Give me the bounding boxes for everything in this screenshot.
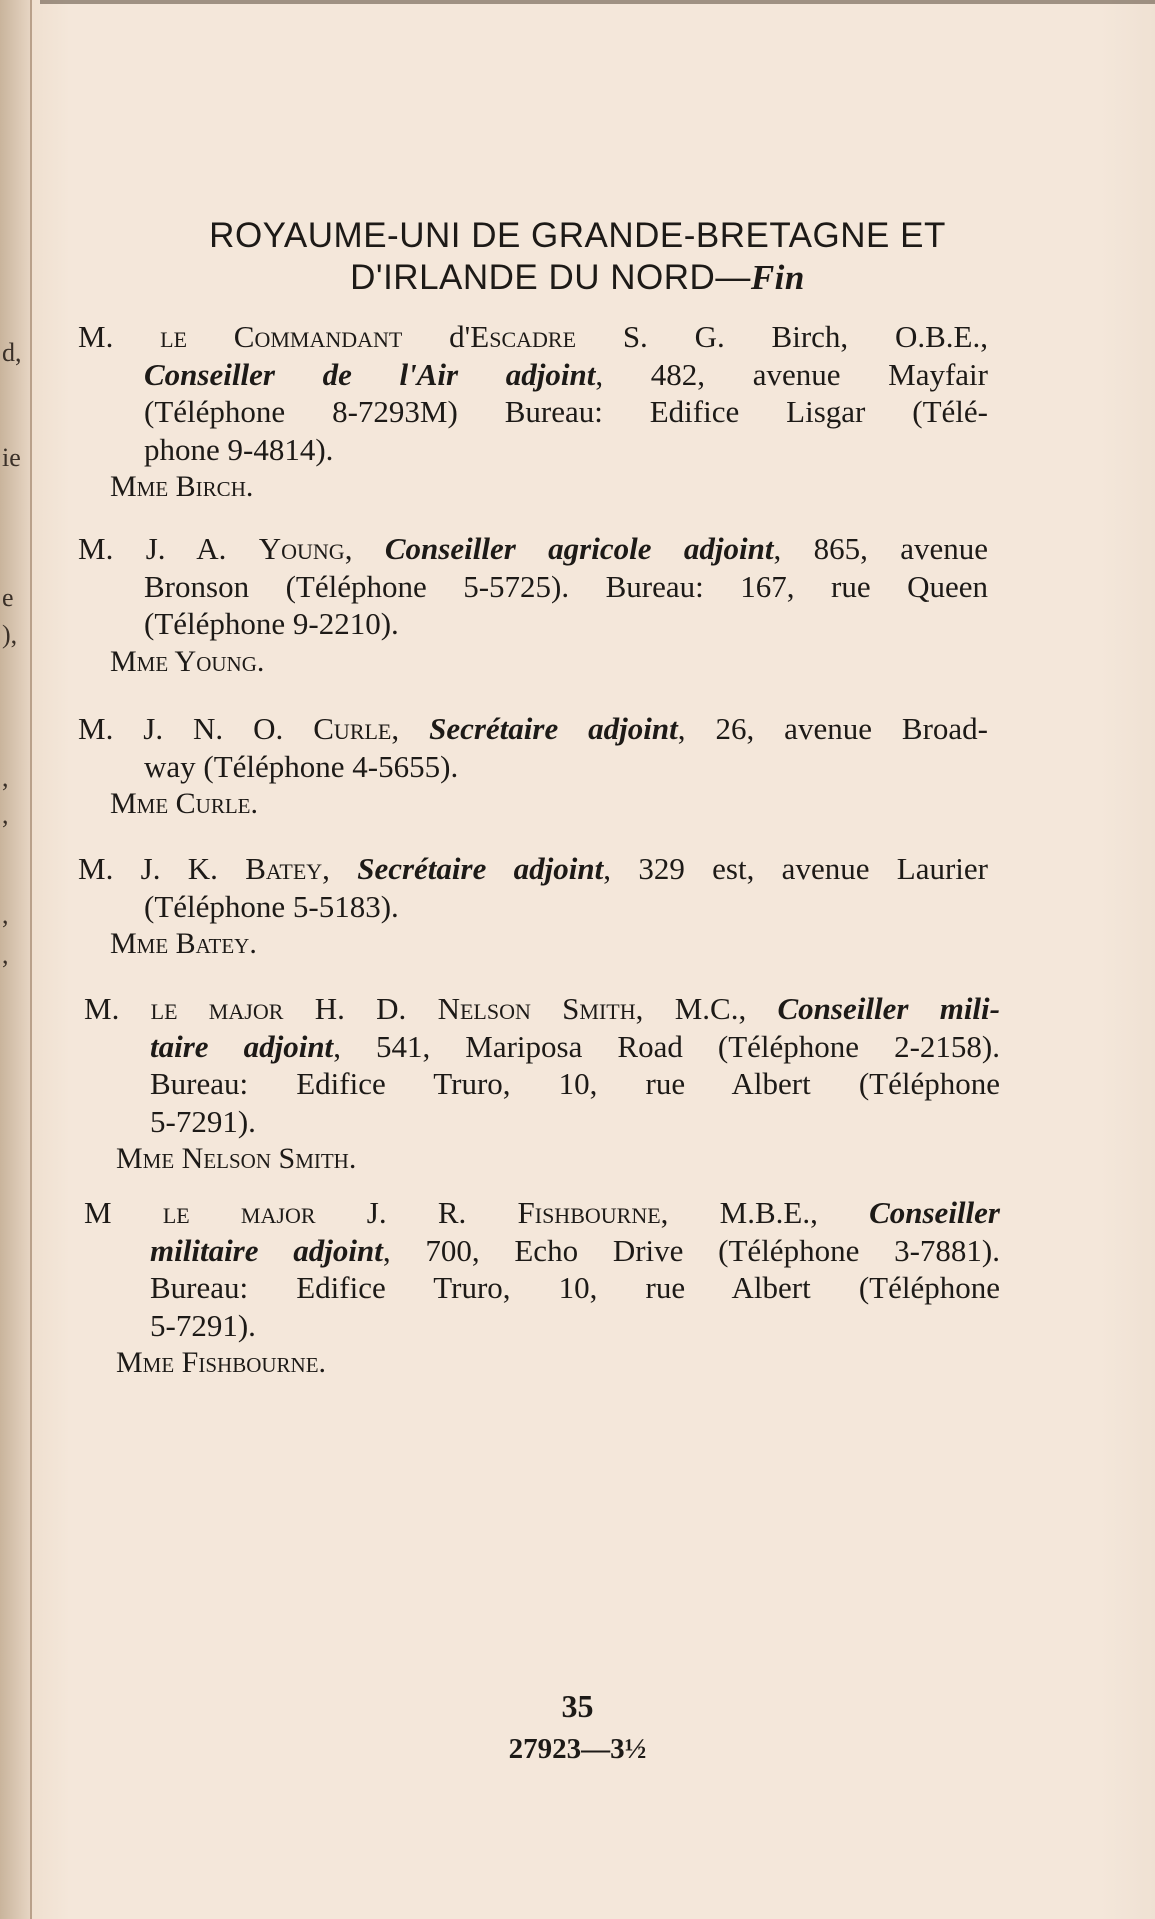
page-number: 35 bbox=[561, 1688, 594, 1724]
entry-continuation-line: Conseiller de l'Air adjoint, 482, avenue Mayfair bbox=[144, 356, 988, 392]
spouse-line: Mme Birch. bbox=[110, 470, 254, 503]
entry bbox=[84, 990, 1000, 1178]
gutter-mark: , bbox=[2, 800, 9, 829]
entry-continuation-line: Bureau: Edifice Truro, 10, rue Albert (Téléphone bbox=[150, 1066, 1000, 1101]
entry-continuation-line: way (Téléphone 4-5655). bbox=[144, 748, 459, 784]
entry-first-line: M le major J. R. Fishbourne, M.B.E., Conseiller bbox=[84, 1195, 1000, 1230]
entry-continuation-line: militaire adjoint, 700, Echo Drive (Téléphone 3-7881). bbox=[150, 1232, 1000, 1268]
entry-continuation-line: 5-7291). bbox=[150, 1307, 256, 1343]
entry-text bbox=[78, 318, 988, 468]
top-edge-line bbox=[40, 0, 1155, 4]
entry bbox=[84, 1194, 1000, 1382]
entry-continuation-line: Bronson (Téléphone 5-5725). Bureau: 167, rue Queen bbox=[144, 568, 988, 604]
spouse-line: Mme Fishbourne. bbox=[116, 1346, 327, 1379]
entry-first-line: M. J. N. O. Curle, Secrétaire adjoint, 26, avenue Broad- bbox=[78, 711, 989, 746]
entry-continuation-line: 5-7291). bbox=[150, 1103, 256, 1139]
entry-continuation-line: phone 9-4814). bbox=[144, 431, 334, 467]
gutter-mark: , bbox=[2, 763, 9, 792]
entry-continuation-line: (Téléphone 5-5183). bbox=[144, 888, 399, 924]
entry-text bbox=[84, 1194, 1000, 1344]
entry bbox=[78, 710, 988, 823]
gutter-mark: , bbox=[2, 900, 9, 929]
heading-line-2-main: D'IRLANDE DU NORD— bbox=[350, 258, 751, 297]
entry-continuation-line: Bureau: Edifice Truro, 10, rue Albert (Téléphone bbox=[150, 1270, 1000, 1305]
entry-text bbox=[78, 710, 988, 785]
entry bbox=[78, 850, 988, 963]
entry-text bbox=[78, 850, 988, 925]
gutter-mark: d, bbox=[2, 338, 22, 367]
spouse-line: Mme Nelson Smith. bbox=[116, 1142, 357, 1175]
heading-line-2 bbox=[0, 258, 1155, 298]
entry-text bbox=[84, 990, 1000, 1140]
spouse-line: Mme Curle. bbox=[110, 787, 259, 820]
gutter-mark: e bbox=[2, 583, 14, 612]
spouse-line: Mme Young. bbox=[110, 644, 265, 678]
entry bbox=[78, 318, 988, 506]
entry-continuation-line: taire adjoint, 541, Mariposa Road (Téléphone 2-2158). bbox=[150, 1028, 1000, 1064]
entry-first-line: M. le Commandant d'Escadre S. G. Birch, O.B.E., bbox=[78, 319, 988, 354]
entry-first-line: M. J. K. Batey, Secrétaire adjoint, 329 est, avenue Laurier bbox=[78, 851, 988, 886]
print-code: 27923—3½ bbox=[508, 1733, 647, 1765]
gutter-mark: ), bbox=[2, 620, 18, 649]
entry bbox=[78, 530, 988, 681]
spouse-line: Mme Batey. bbox=[110, 927, 257, 960]
entry-continuation-line: (Téléphone 8-7293M) Bureau: Edifice Lisgar (Télé- bbox=[144, 394, 988, 429]
gutter-mark: , bbox=[2, 940, 9, 969]
entry-continuation-line: (Téléphone 9-2210). bbox=[144, 606, 399, 641]
entry-text bbox=[78, 530, 988, 643]
heading-fin: Fin bbox=[750, 258, 805, 297]
heading-line-1: ROYAUME-UNI DE GRANDE-BRETAGNE ET bbox=[209, 216, 946, 255]
gutter-mark: ie bbox=[2, 443, 21, 472]
entry-first-line: M. le major H. D. Nelson Smith, M.C., Conseiller mili- bbox=[84, 991, 1000, 1026]
entry-first-line: M. J. A. Young, Conseiller agricole adjoint, 865, avenue bbox=[78, 531, 989, 566]
